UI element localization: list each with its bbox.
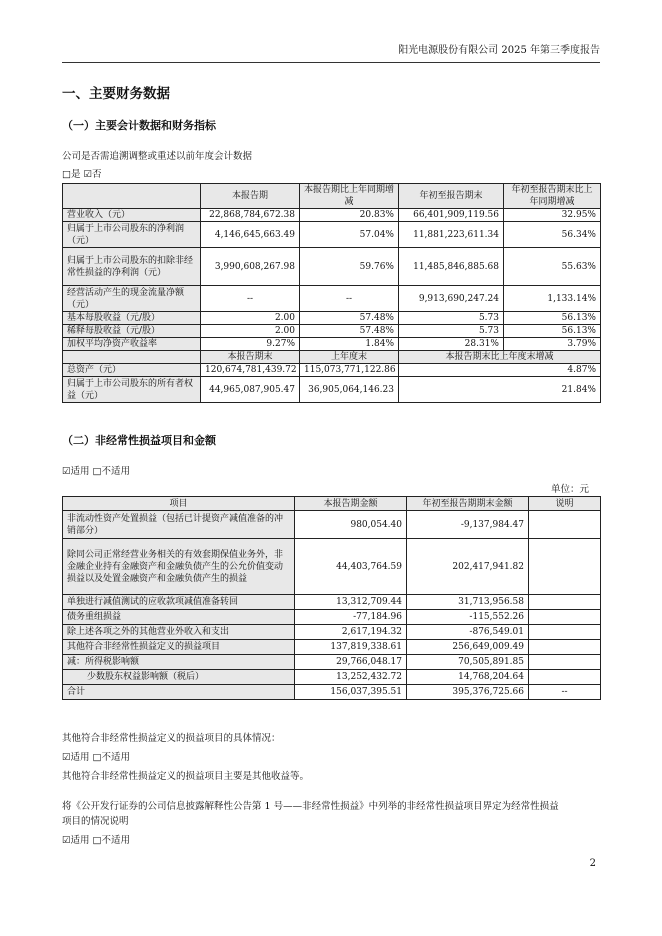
table-row [63,640,601,655]
row-label: 除上述各项之外的其他营业外收入和支出 [63,625,295,640]
row-label: 归属于上市公司股东的净利润（元） [63,222,201,248]
cell-value: 13,312,709.44 [295,595,407,610]
cell-value: 55.63% [504,248,601,286]
table-row [63,248,601,286]
cell-value: 28.31% [399,338,504,351]
note-classification-options: ☑适用 □不适用 [62,835,131,846]
non-recurring-items-table [62,496,601,700]
table-header-cell: 说明 [529,497,601,511]
table-header-cell: 年初至报告期期末金额 [407,497,529,511]
table-header-cell: 本报告期末比上年度末增减 [399,351,601,364]
cell-value: 120,674,781,439.72 [201,364,300,377]
cell-value: 31,713,956.58 [407,595,529,610]
cell-value: 13,252,432.72 [295,670,407,685]
cell-value: 2,617,194.32 [295,625,407,640]
cell-value: 56.13% [504,325,601,338]
cell-value: 44,403,764.59 [295,539,407,595]
table-header-cell: 上年度末 [300,351,399,364]
cell-value [529,640,601,655]
cell-value: 4,146,645,663.49 [201,222,300,248]
table-row [63,511,601,539]
cell-value: 66,401,909,119.56 [399,209,504,222]
cell-value: 2.00 [201,325,300,338]
row-label: 非流动性资产处置损益（包括已计提资产减值准备的冲销部分） [63,511,295,539]
table-row [63,222,601,248]
cell-value: 9,913,690,247.24 [399,286,504,312]
cell-value: 9.27% [201,338,300,351]
table-header-cell: 项目 [63,497,295,511]
subsection-title-1: （一）主要会计数据和财务指标 [62,119,216,132]
page-number: 2 [589,858,596,869]
table-header-row [63,497,601,511]
restatement-question: 公司是否需追溯调整或重述以前年度会计数据 [62,151,253,162]
applicability-options: ☑适用 □不适用 [62,466,131,477]
row-label: 归属于上市公司股东的扣除非经常性损益的净利润（元） [63,248,201,286]
cell-value: 11,881,223,611.34 [399,222,504,248]
cell-value: 36,905,064,146.23 [300,377,399,403]
table-row [63,655,601,670]
row-label: 总资产（元） [63,364,201,377]
cell-value: 3,990,608,267.98 [201,248,300,286]
row-label: 基本每股收益（元/股） [63,312,201,325]
row-label: 单独进行减值测试的应收款项减值准备转回 [63,595,295,610]
note-other-items-detail: 其他符合非经常性损益定义的损益项目主要是其他收益等。 [62,771,310,782]
cell-value: 5.73 [399,325,504,338]
note-other-items-options: ☑适用 □不适用 [62,752,131,763]
cell-value: 21.84% [399,377,601,403]
unit-label: 单位：元 [550,484,589,495]
cell-value: 44,965,087,905.47 [201,377,300,403]
report-title: 阳光电源股份有限公司 2025 年第三季度报告 [398,45,600,56]
cell-value: 57.48% [300,325,399,338]
cell-value: 57.04% [300,222,399,248]
table-header-cell [63,184,201,209]
section-title: 一、主要财务数据 [62,86,170,102]
cell-value: -77,184.96 [295,610,407,625]
cell-value [529,655,601,670]
cell-value: 202,417,941.82 [407,539,529,595]
cell-value: -115,552.26 [407,610,529,625]
cell-value: 70,505,891.85 [407,655,529,670]
cell-value: 2.00 [201,312,300,325]
table-row [63,610,601,625]
page-header [62,42,600,63]
table-row [63,595,601,610]
cell-value: 56.13% [504,312,601,325]
row-label: 归属于上市公司股东的所有者权益（元） [63,377,201,403]
cell-value: 1.84% [300,338,399,351]
cell-value [529,670,601,685]
cell-value: 3.79% [504,338,601,351]
cell-value: 1,133.14% [504,286,601,312]
cell-value: -- [201,286,300,312]
cell-value: -876,549.01 [407,625,529,640]
cell-value [529,625,601,640]
table-header-cell: 本报告期末 [201,351,300,364]
row-label: 少数股东权益影响额（税后） [63,670,295,685]
cell-value: 22,868,784,672.38 [201,209,300,222]
cell-value [529,511,601,539]
cell-value: -- [300,286,399,312]
table-row [63,539,601,595]
row-label: 减：所得税影响额 [63,655,295,670]
row-label: 经营活动产生的现金流量净额（元） [63,286,201,312]
cell-value: -- [529,685,601,700]
note-other-items: 其他符合非经常性损益定义的损益项目的具体情况： [62,733,281,744]
restatement-options: □是 ☑否 [62,169,102,180]
cell-value: 156,037,395.51 [295,685,407,700]
cell-value: -9,137,984.47 [407,511,529,539]
table-header-row [63,351,601,364]
table-row [63,338,601,351]
row-label: 加权平均净资产收益率 [63,338,201,351]
table-header-cell: 年初至报告期末比上年同期增减 [504,184,601,209]
table-row [63,377,601,403]
cell-value: 5.73 [399,312,504,325]
table-header-cell [63,351,201,364]
table-row [63,286,601,312]
table-row [63,325,601,338]
table-row [63,625,601,640]
cell-value [529,539,601,595]
cell-value: 256,649,009.49 [407,640,529,655]
row-label: 其他符合非经常性损益定义的损益项目 [63,640,295,655]
cell-value: 4.87% [399,364,601,377]
row-label: 除同公司正常经营业务相关的有效套期保值业务外，非金融企业持有金融资产和金融负债产生的公允价值变动损益以及处置金融资产和金融负债产生的损益 [63,539,295,595]
cell-value: 11,485,846,885.68 [399,248,504,286]
table-row [63,364,601,377]
table-row [63,312,601,325]
financial-indicators-table [62,183,601,403]
cell-value: 59.76% [300,248,399,286]
row-label: 稀释每股收益（元/股） [63,325,201,338]
cell-value: 137,819,338.61 [295,640,407,655]
table-row [63,670,601,685]
table-header-cell: 本报告期金额 [295,497,407,511]
cell-value: 57.48% [300,312,399,325]
note-classification-line1: 将《公开发行证券的公司信息披露解释性公告第 1 号——非经常性损益》中列举的非经常性损益项目界定为经常性损益 [62,801,559,812]
table-header-row [63,184,601,209]
cell-value: 980,054.40 [295,511,407,539]
cell-value [529,595,601,610]
row-label: 营业收入（元） [63,209,201,222]
cell-value: 32.95% [504,209,601,222]
table-header-cell: 年初至报告期末 [399,184,504,209]
cell-value: 29,766,048.17 [295,655,407,670]
table-header-cell: 本报告期 [201,184,300,209]
cell-value [529,610,601,625]
table-row [63,209,601,222]
cell-value: 20.83% [300,209,399,222]
cell-value: 115,073,771,122.86 [300,364,399,377]
table-row-total [63,685,601,700]
note-classification-line2: 项目的情况说明 [62,816,129,827]
table-header-cell: 本报告期比上年同期增减 [300,184,399,209]
cell-value: 56.34% [504,222,601,248]
row-label: 合计 [63,685,295,700]
cell-value: 395,376,725.66 [407,685,529,700]
subsection-title-2: （二）非经常性损益项目和金额 [62,434,216,447]
cell-value: 14,768,204.64 [407,670,529,685]
row-label: 债务重组损益 [63,610,295,625]
